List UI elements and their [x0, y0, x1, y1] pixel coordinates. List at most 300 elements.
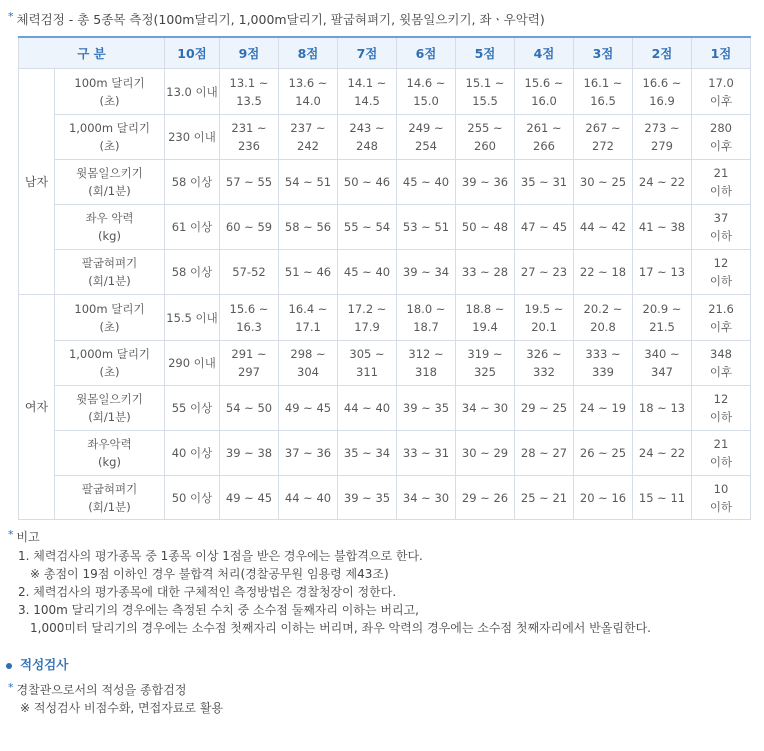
score-cell: [692, 295, 751, 341]
score-line: 15.1 ~: [465, 75, 505, 90]
table-row: [19, 160, 751, 205]
score-line: 33 ~ 28: [461, 265, 509, 279]
event-line: 팔굽혀펴기: [81, 256, 138, 270]
score-cell: [633, 115, 692, 160]
table-row: [19, 341, 751, 386]
score-line: 305 ~: [349, 347, 385, 361]
score-line: 325: [474, 365, 496, 379]
score-cell: [220, 205, 279, 250]
score-line: 16.1 ~: [583, 75, 623, 90]
score-line: 15.0: [413, 93, 439, 108]
score-line: 20.2 ~: [583, 301, 623, 316]
score-cell: [574, 160, 633, 205]
score-cell: [279, 341, 338, 386]
header-score-4: 4점: [515, 37, 574, 69]
score-line: 21: [713, 437, 729, 451]
score-line: 347: [651, 365, 673, 379]
score-line: 15 ~ 11: [638, 490, 686, 505]
score-line: 47 ~ 45: [520, 220, 568, 234]
bullet-mark: *: [8, 681, 14, 694]
score-line: 339: [592, 365, 614, 379]
score-cell: [397, 250, 456, 295]
score-line: 34 ~ 30: [461, 401, 509, 415]
score-cell: [220, 115, 279, 160]
score-line: 이하: [709, 184, 733, 198]
score-cell: [220, 250, 279, 295]
event-line: (초): [99, 365, 120, 379]
score-line: 50 ~ 48: [461, 220, 509, 234]
score-cell: [515, 341, 574, 386]
score-cell: [456, 476, 515, 520]
note-item-3-cont: 1,000미터 달리기의 경우에는 소수점 첫째자리 이하는 버리며, 좌우 악력의 경우에는 소수점 첫째자리에서 반올림한다.: [30, 621, 651, 635]
score-cell: [574, 250, 633, 295]
score-cell: [165, 160, 220, 205]
score-line: 19.4: [472, 319, 498, 334]
score-line: 20 ~ 16: [579, 490, 627, 505]
score-cell: [397, 476, 456, 520]
note-item-2: 2. 체력검사의 평가종목에 대한 구체적인 측정방법은 경찰청장이 정한다.: [18, 585, 397, 599]
score-line: 304: [297, 365, 319, 379]
score-line: 24 ~ 22: [638, 175, 686, 189]
score-line: 50 ~ 46: [343, 175, 391, 189]
score-cell: [574, 295, 633, 341]
note-item-3: 3. 100m 달리기의 경우에는 측정된 수치 중 소수점 둘째자리 이하는 버리고,: [18, 603, 419, 617]
score-cell: [574, 341, 633, 386]
event-line: 100m 달리기: [74, 301, 145, 316]
score-cell: [397, 205, 456, 250]
event-cell: [55, 476, 165, 520]
caption-text: 체력검정 - 총 5종목 측정(100m달리기, 1,000m달리기, 팔굽혀펴기, 윗몸일으키기, 좌ㆍ우악력): [16, 12, 545, 27]
score-line: 이후: [709, 93, 733, 108]
score-line: 15.5: [472, 93, 498, 108]
score-cell: [220, 476, 279, 520]
score-line: 24 ~ 19: [579, 401, 627, 415]
score-cell: [338, 341, 397, 386]
event-line: (초): [99, 139, 120, 153]
event-cell: [55, 205, 165, 250]
header-score-3: 3점: [574, 37, 633, 69]
score-cell: [456, 295, 515, 341]
score-line: 이후: [709, 139, 733, 153]
score-cell: [338, 205, 397, 250]
score-line: 50 이상: [171, 490, 213, 505]
bullet-dot-icon: [6, 663, 12, 669]
score-cell: [574, 205, 633, 250]
score-cell: [515, 476, 574, 520]
header-score-1: 1점: [692, 37, 751, 69]
score-cell: [515, 160, 574, 205]
score-line: 249 ~: [408, 121, 444, 135]
score-line: 22 ~ 18: [579, 265, 627, 279]
score-line: 254: [415, 139, 437, 153]
score-line: 298 ~: [290, 347, 326, 361]
notes-title: [8, 528, 40, 545]
event-cell: [55, 250, 165, 295]
score-line: 44 ~ 42: [579, 220, 627, 234]
score-cell: [338, 476, 397, 520]
event-line: (초): [99, 319, 120, 334]
score-cell: [165, 341, 220, 386]
aptitude-note: ※ 적성검사 비점수화, 면접자료로 활용: [20, 701, 224, 715]
event-cell: [55, 386, 165, 431]
score-line: 273 ~: [644, 121, 680, 135]
score-cell: [397, 431, 456, 476]
score-cell: [692, 386, 751, 431]
bullet-mark: *: [8, 528, 14, 541]
score-cell: [338, 250, 397, 295]
note-item-1: 1. 체력검사의 평가종목 중 1종목 이상 1점을 받은 경우에는 불합격으로 한다.: [18, 549, 423, 563]
score-cell: [574, 386, 633, 431]
score-line: 이후: [709, 319, 733, 334]
score-line: 40 이상: [171, 446, 213, 460]
event-line: 윗몸일으키기: [76, 166, 143, 180]
score-line: 16.5: [590, 93, 616, 108]
event-line: 1,000m 달리기: [68, 347, 151, 361]
score-line: 61 이상: [171, 220, 213, 234]
score-line: 53 ~ 51: [402, 220, 450, 234]
score-line: 45 ~ 40: [343, 265, 391, 279]
score-line: 49 ~ 45: [284, 401, 332, 415]
score-cell: [574, 431, 633, 476]
score-line: 14.5: [354, 93, 380, 108]
score-line: 279: [651, 139, 673, 153]
score-line: 261 ~: [526, 121, 562, 135]
score-cell: [220, 160, 279, 205]
score-line: 58 이상: [171, 265, 213, 279]
score-cell: [165, 115, 220, 160]
score-cell: [165, 69, 220, 115]
header-score-5: 5점: [456, 37, 515, 69]
score-cell: [279, 115, 338, 160]
score-cell: [456, 160, 515, 205]
score-line: 57-52: [232, 265, 266, 279]
score-line: 21.5: [649, 319, 675, 334]
event-line: (kg): [98, 455, 121, 469]
score-line: 15.6 ~: [229, 301, 269, 316]
score-line: 311: [356, 365, 378, 379]
event-line: (초): [99, 93, 120, 108]
event-cell: [55, 295, 165, 341]
event-line: 좌우악력: [87, 437, 132, 451]
score-cell: [279, 250, 338, 295]
score-line: 18.0 ~: [406, 301, 446, 316]
score-line: 37: [713, 211, 729, 225]
score-line: 18.8 ~: [465, 301, 505, 316]
score-line: 237 ~: [290, 121, 326, 135]
table-row: [19, 476, 751, 520]
score-line: 272: [592, 139, 614, 153]
score-cell: [220, 295, 279, 341]
score-cell: [279, 69, 338, 115]
score-line: 27 ~ 23: [520, 265, 568, 279]
score-cell: [633, 205, 692, 250]
score-cell: [220, 341, 279, 386]
score-line: 242: [297, 139, 319, 153]
score-cell: [456, 205, 515, 250]
score-line: 44 ~ 40: [284, 490, 332, 505]
score-cell: [338, 115, 397, 160]
score-cell: [165, 205, 220, 250]
gender-cell: 여자: [19, 295, 55, 520]
score-line: 51 ~ 46: [284, 265, 332, 279]
score-cell: [165, 295, 220, 341]
score-line: 28 ~ 27: [520, 446, 568, 460]
score-cell: [574, 115, 633, 160]
score-cell: [397, 69, 456, 115]
score-line: 44 ~ 40: [343, 401, 391, 415]
event-line: (kg): [98, 229, 121, 243]
score-line: 16.6 ~: [642, 75, 682, 90]
score-line: 24 ~ 22: [638, 446, 686, 460]
score-cell: [633, 69, 692, 115]
score-line: 267 ~: [585, 121, 621, 135]
score-cell: [338, 69, 397, 115]
score-cell: [220, 386, 279, 431]
score-cell: [338, 295, 397, 341]
score-cell: [279, 295, 338, 341]
score-line: 37 ~ 36: [284, 446, 332, 460]
score-cell: [220, 431, 279, 476]
event-line: 1,000m 달리기: [68, 121, 151, 135]
score-cell: [633, 431, 692, 476]
score-line: 60 ~ 59: [225, 220, 273, 234]
score-line: 297: [238, 365, 260, 379]
aptitude-desc-text: 경찰관으로서의 적성을 종합검정: [16, 683, 187, 697]
score-cell: [456, 69, 515, 115]
score-line: 255 ~: [467, 121, 503, 135]
score-cell: [633, 250, 692, 295]
fitness-test-caption: [8, 10, 545, 28]
score-line: 41 ~ 38: [638, 220, 686, 234]
score-line: 14.6 ~: [406, 75, 446, 90]
score-line: 13.0 이내: [166, 84, 218, 99]
score-cell: [515, 69, 574, 115]
score-cell: [279, 431, 338, 476]
event-line: (회/1분): [88, 184, 131, 198]
event-line: 100m 달리기: [74, 75, 145, 90]
table-row: [19, 386, 751, 431]
event-cell: [55, 69, 165, 115]
score-line: 17 ~ 13: [638, 265, 686, 279]
table-row: [19, 115, 751, 160]
score-line: 18.7: [413, 319, 439, 334]
notes-title-text: 비고: [16, 530, 40, 544]
score-line: 248: [356, 139, 378, 153]
event-cell: [55, 431, 165, 476]
score-cell: [692, 476, 751, 520]
score-cell: [397, 160, 456, 205]
header-score-2: 2점: [633, 37, 692, 69]
score-cell: [165, 476, 220, 520]
fitness-score-table: [18, 36, 751, 520]
header-score-9: 9점: [220, 37, 279, 69]
score-line: 332: [533, 365, 555, 379]
table-row: [19, 69, 751, 115]
header-score-7: 7점: [338, 37, 397, 69]
score-line: 10: [713, 481, 729, 496]
score-line: 16.3: [236, 319, 262, 334]
score-line: 348: [710, 347, 732, 361]
score-line: 21.6: [708, 301, 734, 316]
score-cell: [279, 476, 338, 520]
score-line: 35 ~ 34: [343, 446, 391, 460]
score-line: 55 ~ 54: [343, 220, 391, 234]
score-line: 260: [474, 139, 496, 153]
score-line: 45 ~ 40: [402, 175, 450, 189]
score-cell: [338, 431, 397, 476]
header-score-6: 6점: [397, 37, 456, 69]
score-line: 291 ~: [231, 347, 267, 361]
score-line: 17.9: [354, 319, 380, 334]
event-cell: [55, 160, 165, 205]
score-line: 34 ~ 30: [402, 490, 450, 505]
score-line: 231 ~: [231, 121, 267, 135]
score-line: 17.1: [295, 319, 321, 334]
score-line: 318: [415, 365, 437, 379]
score-cell: [633, 386, 692, 431]
event-line: 좌우 악력: [85, 211, 134, 225]
score-cell: [574, 476, 633, 520]
score-line: 29 ~ 25: [520, 401, 568, 415]
score-cell: [279, 386, 338, 431]
score-line: 57 ~ 55: [225, 175, 273, 189]
score-cell: [515, 205, 574, 250]
score-line: 30 ~ 25: [579, 175, 627, 189]
score-cell: [692, 69, 751, 115]
score-cell: [633, 160, 692, 205]
score-cell: [456, 250, 515, 295]
score-cell: [692, 431, 751, 476]
score-line: 333 ~: [585, 347, 621, 361]
score-line: 236: [238, 139, 260, 153]
score-line: 이하: [709, 499, 733, 514]
score-line: 20.9 ~: [642, 301, 682, 316]
score-line: 이하: [709, 229, 733, 243]
score-cell: [574, 69, 633, 115]
score-line: 58 이상: [171, 175, 213, 189]
score-line: 16.9: [649, 93, 675, 108]
score-cell: [456, 115, 515, 160]
score-line: 290 이내: [168, 356, 216, 370]
score-line: 14.0: [295, 93, 321, 108]
score-line: 312 ~: [408, 347, 444, 361]
score-line: 이하: [709, 455, 733, 469]
score-cell: [515, 295, 574, 341]
table-row: [19, 295, 751, 341]
table-header-row: [19, 37, 751, 69]
score-line: 25 ~ 21: [520, 490, 568, 505]
score-line: 이후: [709, 365, 733, 379]
score-line: 13.1 ~: [229, 75, 269, 90]
score-cell: [692, 341, 751, 386]
header-score-8: 8점: [279, 37, 338, 69]
event-line: (회/1분): [88, 274, 131, 288]
score-cell: [397, 386, 456, 431]
score-cell: [338, 160, 397, 205]
score-line: 29 ~ 26: [461, 490, 509, 505]
table-body: [19, 69, 751, 520]
score-cell: [692, 205, 751, 250]
header-category: 구 분: [19, 37, 165, 69]
score-line: 54 ~ 50: [225, 401, 273, 415]
score-line: 20.8: [590, 319, 616, 334]
score-cell: [692, 115, 751, 160]
score-cell: [397, 115, 456, 160]
aptitude-desc: [8, 681, 186, 698]
score-line: 21: [713, 166, 729, 180]
event-line: 팔굽혀펴기: [81, 481, 138, 496]
score-line: 280: [710, 121, 732, 135]
score-cell: [456, 341, 515, 386]
event-cell: [55, 341, 165, 386]
score-line: 55 이상: [171, 401, 213, 415]
score-line: 12: [713, 256, 729, 270]
score-line: 35 ~ 31: [520, 175, 568, 189]
score-line: 33 ~ 31: [402, 446, 450, 460]
note-item-1-sub: ※ 총점이 19점 이하인 경우 불합격 처리(경찰공무원 임용령 제43조): [30, 567, 389, 581]
score-line: 20.1: [531, 319, 557, 334]
score-cell: [515, 115, 574, 160]
event-line: (회/1분): [88, 410, 131, 424]
score-line: 340 ~: [644, 347, 680, 361]
score-line: 243 ~: [349, 121, 385, 135]
score-line: 30 ~ 29: [461, 446, 509, 460]
aptitude-title-text: 적성검사: [20, 657, 69, 672]
score-line: 13.6 ~: [288, 75, 328, 90]
score-cell: [397, 341, 456, 386]
score-line: 17.0: [708, 75, 734, 90]
score-line: 17.2 ~: [347, 301, 387, 316]
score-line: 12: [713, 392, 729, 406]
score-line: 14.1 ~: [347, 75, 387, 90]
event-line: 윗몸일으키기: [76, 392, 143, 406]
event-line: (회/1분): [88, 499, 131, 514]
score-cell: [515, 431, 574, 476]
score-line: 15.6 ~: [524, 75, 564, 90]
score-line: 26 ~ 25: [579, 446, 627, 460]
score-line: 39 ~ 34: [402, 265, 450, 279]
score-cell: [456, 386, 515, 431]
score-cell: [397, 295, 456, 341]
score-line: 54 ~ 51: [284, 175, 332, 189]
score-line: 16.4 ~: [288, 301, 328, 316]
score-cell: [165, 386, 220, 431]
score-line: 49 ~ 45: [225, 490, 273, 505]
score-line: 16.0: [531, 93, 557, 108]
score-line: 이하: [709, 274, 733, 288]
score-cell: [279, 160, 338, 205]
score-cell: [692, 250, 751, 295]
score-line: 39 ~ 38: [225, 446, 273, 460]
score-cell: [515, 386, 574, 431]
gender-cell: 남자: [19, 69, 55, 295]
score-cell: [220, 69, 279, 115]
header-score-10: 10점: [165, 37, 220, 69]
score-cell: [515, 250, 574, 295]
score-cell: [338, 386, 397, 431]
score-cell: [633, 476, 692, 520]
score-line: 15.5 이내: [166, 310, 218, 325]
score-cell: [456, 431, 515, 476]
score-line: 230 이내: [168, 130, 216, 144]
score-line: 19.5 ~: [524, 301, 564, 316]
score-line: 326 ~: [526, 347, 562, 361]
table-row: [19, 205, 751, 250]
score-line: 39 ~ 35: [402, 401, 450, 415]
score-line: 이하: [709, 410, 733, 424]
table-row: [19, 431, 751, 476]
score-line: 39 ~ 35: [343, 490, 391, 505]
